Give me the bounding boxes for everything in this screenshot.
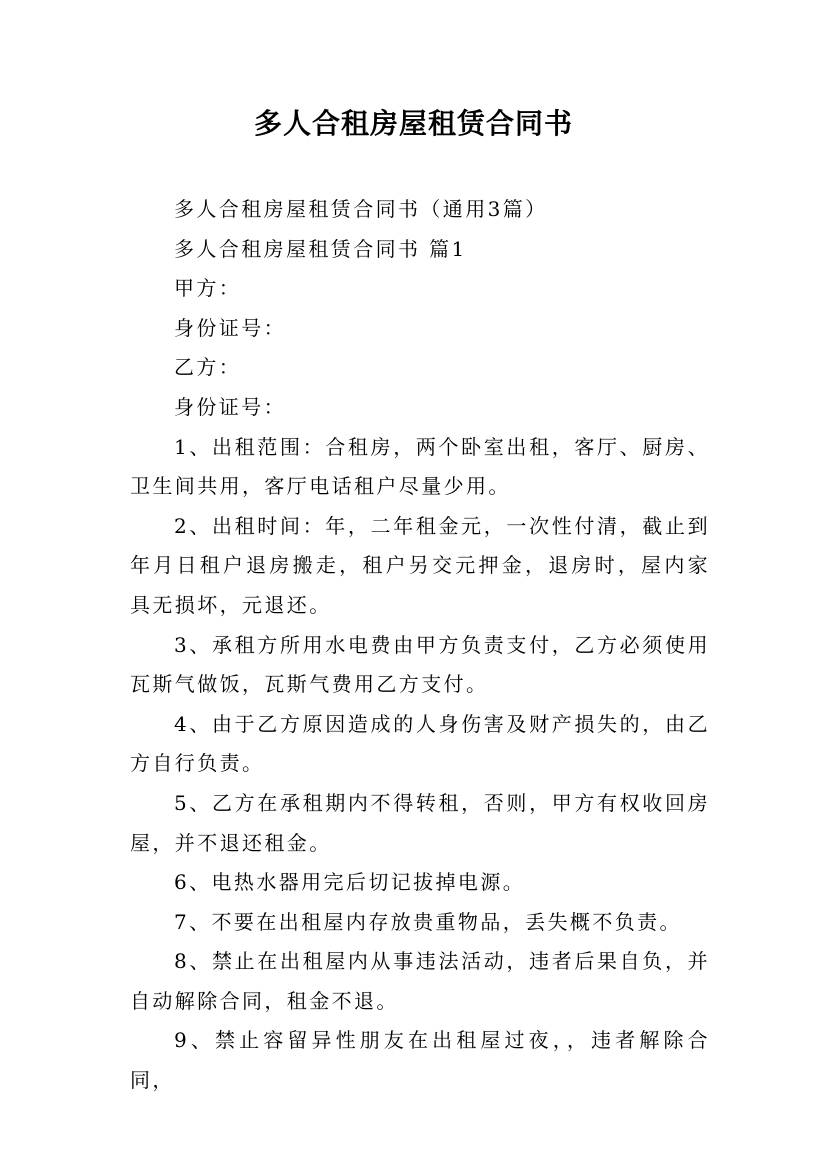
document-body <box>130 190 710 1101</box>
clause-9: 9、禁止容留异性朋友在出租屋过夜，，违者解除合同， <box>130 1028 710 1093</box>
party-b-id-label: 身份证号： <box>174 394 286 419</box>
clause-1: 1、出租范围：合租房，两个卧室出租，客厅、厨房、卫生间共用，客厅电话租户尽量少用。 <box>130 434 710 499</box>
clause-8: 8、禁止在出租屋内从事违法活动，违者后果自负，并自动解除合同，租金不退。 <box>130 949 710 1013</box>
clause-5: 5、乙方在承租期内不得转租，否则，甲方有权收回房屋，并不退还租金。 <box>130 790 710 855</box>
clause-2: 2、出租时间：年，二年租金元，一次性付清，截止到年月日租户退房搬走，租户另交元押金，退房时，屋内家具无损坏，元退还。 <box>130 513 710 617</box>
party-a-label: 甲方： <box>174 276 242 301</box>
document-title: 多人合租房屋租赁合同书 <box>253 107 573 140</box>
subtitle-paragraph: 多人合租房屋租赁合同书（通用3篇） <box>174 197 548 221</box>
party-b-label: 乙方： <box>174 355 242 380</box>
clause-3: 3、承租方所用水电费由甲方负责支付，乙方必须使用瓦斯气做饭，瓦斯气费用乙方支付。 <box>130 632 710 697</box>
party-a-id-label: 身份证号： <box>174 315 286 340</box>
clause-7: 7、不要在出租屋内存放贵重物品，丢失概不负责。 <box>174 909 682 934</box>
clause-6: 6、电热水器用完后切记拔掉电源。 <box>174 870 526 895</box>
clause-4: 4、由于乙方原因造成的人身伤害及财产损失的，由乙方自行负责。 <box>130 711 710 776</box>
section-heading: 多人合租房屋租赁合同书 篇1 <box>174 236 467 261</box>
